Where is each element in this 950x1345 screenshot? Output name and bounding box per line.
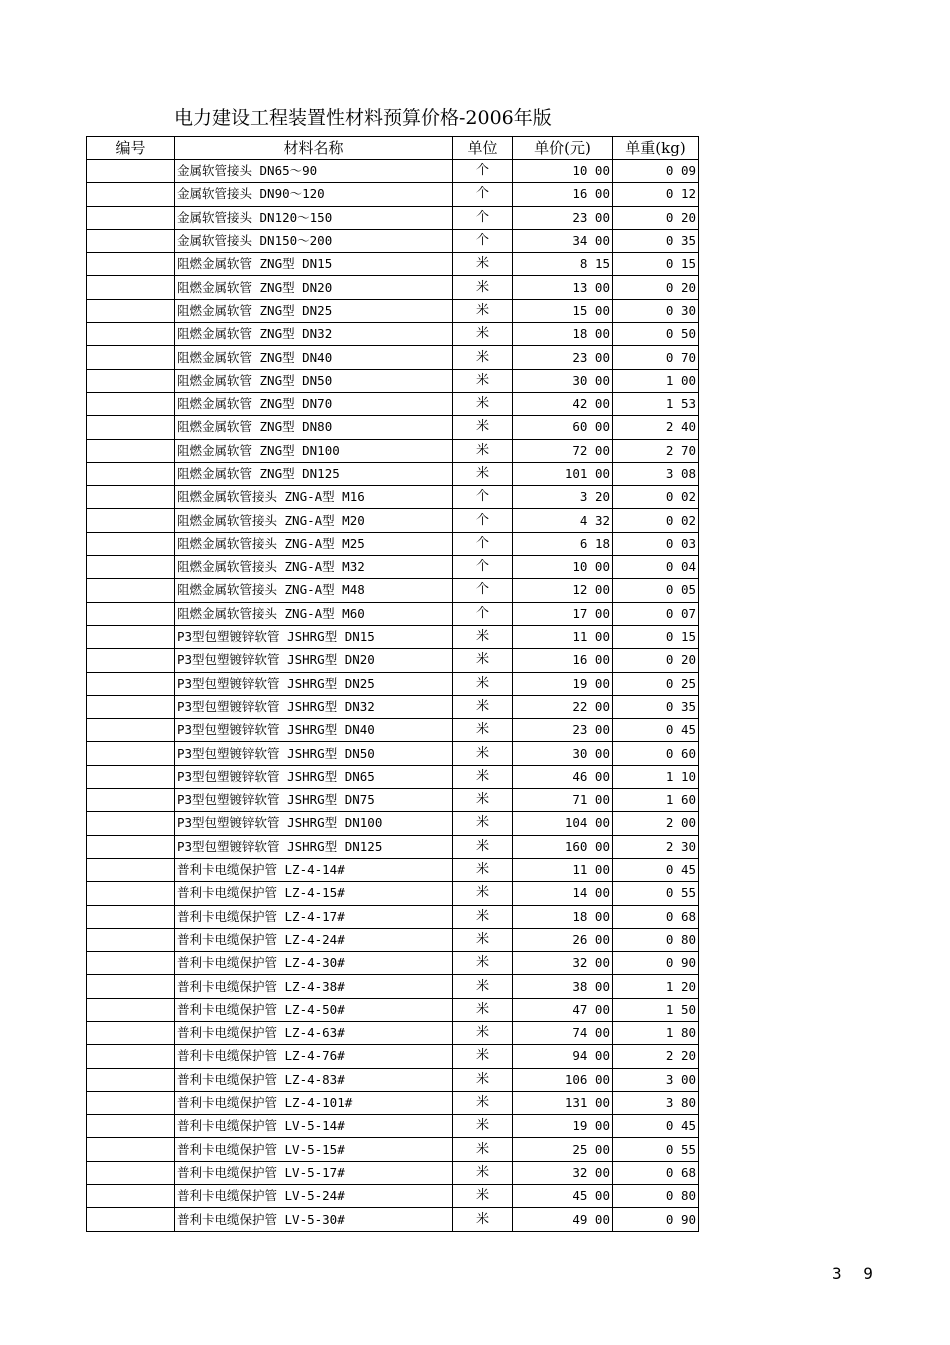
- table-row: [87, 1068, 699, 1091]
- header-unit: 单位: [453, 137, 513, 160]
- cell-unit: 米: [453, 1021, 513, 1044]
- cell-weight: 0 45: [613, 719, 699, 742]
- cell-weight: 0 15: [613, 253, 699, 276]
- cell-code: [87, 1161, 175, 1184]
- cell-unit: 个: [453, 602, 513, 625]
- table-row: [87, 1208, 699, 1231]
- cell-weight: 0 12: [613, 183, 699, 206]
- table-row: [87, 532, 699, 555]
- cell-unit: 米: [453, 439, 513, 462]
- cell-price: 30 00: [513, 742, 613, 765]
- cell-price: 16 00: [513, 183, 613, 206]
- cell-name: P3型包塑镀锌软管 JSHRG型 DN15: [175, 625, 453, 648]
- table-row: [87, 952, 699, 975]
- cell-price: 42 00: [513, 392, 613, 415]
- price-table: [86, 136, 699, 1232]
- cell-code: [87, 1045, 175, 1068]
- cell-code: [87, 206, 175, 229]
- table-row: [87, 625, 699, 648]
- cell-code: [87, 462, 175, 485]
- cell-price: 72 00: [513, 439, 613, 462]
- table-row: [87, 602, 699, 625]
- table-row: [87, 369, 699, 392]
- cell-weight: 2 20: [613, 1045, 699, 1068]
- cell-weight: 0 09: [613, 160, 699, 183]
- cell-price: 106 00: [513, 1068, 613, 1091]
- cell-weight: 0 35: [613, 695, 699, 718]
- cell-unit: 米: [453, 719, 513, 742]
- table-row: [87, 253, 699, 276]
- cell-unit: 米: [453, 346, 513, 369]
- cell-price: 3 20: [513, 486, 613, 509]
- cell-name: P3型包塑镀锌软管 JSHRG型 DN50: [175, 742, 453, 765]
- cell-name: 阻燃金属软管接头 ZNG-A型 M16: [175, 486, 453, 509]
- cell-weight: 3 08: [613, 462, 699, 485]
- cell-price: 23 00: [513, 719, 613, 742]
- cell-name: 阻燃金属软管 ZNG型 DN15: [175, 253, 453, 276]
- page-title: 电力建设工程装置性材料预算价格-2006年版: [174, 107, 552, 129]
- cell-weight: 0 55: [613, 882, 699, 905]
- cell-unit: 个: [453, 486, 513, 509]
- table-row: [87, 462, 699, 485]
- cell-code: [87, 346, 175, 369]
- cell-code: [87, 975, 175, 998]
- cell-price: 14 00: [513, 882, 613, 905]
- cell-price: 38 00: [513, 975, 613, 998]
- cell-price: 11 00: [513, 858, 613, 881]
- cell-name: 金属软管接头 DN65～90: [175, 160, 453, 183]
- cell-weight: 0 20: [613, 276, 699, 299]
- cell-code: [87, 672, 175, 695]
- cell-weight: 0 68: [613, 1161, 699, 1184]
- cell-price: 74 00: [513, 1021, 613, 1044]
- cell-weight: 0 90: [613, 1208, 699, 1231]
- cell-code: [87, 789, 175, 812]
- table-row: [87, 649, 699, 672]
- table-row: [87, 1115, 699, 1138]
- cell-unit: 米: [453, 789, 513, 812]
- cell-weight: 2 30: [613, 835, 699, 858]
- cell-code: [87, 439, 175, 462]
- table-row: [87, 882, 699, 905]
- cell-weight: 0 80: [613, 1185, 699, 1208]
- cell-weight: 0 68: [613, 905, 699, 928]
- table-row: [87, 695, 699, 718]
- cell-code: [87, 719, 175, 742]
- cell-unit: 米: [453, 998, 513, 1021]
- cell-name: P3型包塑镀锌软管 JSHRG型 DN20: [175, 649, 453, 672]
- cell-price: 104 00: [513, 812, 613, 835]
- cell-weight: 0 02: [613, 486, 699, 509]
- table-row: [87, 1045, 699, 1068]
- cell-unit: 米: [453, 1091, 513, 1114]
- header-row: [87, 137, 699, 160]
- cell-weight: 0 20: [613, 649, 699, 672]
- table-row: [87, 1021, 699, 1044]
- table-row: [87, 975, 699, 998]
- table-row: [87, 229, 699, 252]
- cell-price: 47 00: [513, 998, 613, 1021]
- table-row: [87, 346, 699, 369]
- cell-price: 23 00: [513, 346, 613, 369]
- cell-code: [87, 1021, 175, 1044]
- cell-weight: 0 80: [613, 928, 699, 951]
- cell-price: 19 00: [513, 672, 613, 695]
- cell-unit: 米: [453, 1115, 513, 1138]
- cell-name: P3型包塑镀锌软管 JSHRG型 DN125: [175, 835, 453, 858]
- table-row: [87, 323, 699, 346]
- cell-code: [87, 276, 175, 299]
- cell-unit: 米: [453, 462, 513, 485]
- cell-price: 32 00: [513, 1161, 613, 1184]
- cell-price: 30 00: [513, 369, 613, 392]
- cell-name: 阻燃金属软管 ZNG型 DN100: [175, 439, 453, 462]
- cell-name: 金属软管接头 DN90～120: [175, 183, 453, 206]
- cell-unit: 米: [453, 1208, 513, 1231]
- table-row: [87, 765, 699, 788]
- cell-name: 阻燃金属软管接头 ZNG-A型 M20: [175, 509, 453, 532]
- cell-code: [87, 625, 175, 648]
- cell-price: 101 00: [513, 462, 613, 485]
- cell-code: [87, 649, 175, 672]
- cell-weight: 1 10: [613, 765, 699, 788]
- table-row: [87, 742, 699, 765]
- cell-name: 阻燃金属软管接头 ZNG-A型 M25: [175, 532, 453, 555]
- cell-unit: 米: [453, 858, 513, 881]
- cell-code: [87, 416, 175, 439]
- cell-code: [87, 1068, 175, 1091]
- cell-price: 46 00: [513, 765, 613, 788]
- table-row: [87, 439, 699, 462]
- cell-name: 普利卡电缆保护管 LZ-4-30#: [175, 952, 453, 975]
- cell-unit: 米: [453, 649, 513, 672]
- header-name: 材料名称: [175, 137, 453, 160]
- cell-code: [87, 1208, 175, 1231]
- cell-price: 10 00: [513, 556, 613, 579]
- table-body: [87, 160, 699, 1232]
- cell-unit: 个: [453, 509, 513, 532]
- table-row: [87, 858, 699, 881]
- cell-name: 普利卡电缆保护管 LZ-4-38#: [175, 975, 453, 998]
- cell-weight: 2 00: [613, 812, 699, 835]
- table-row: [87, 299, 699, 322]
- cell-unit: 米: [453, 1068, 513, 1091]
- table-row: [87, 812, 699, 835]
- cell-weight: 0 05: [613, 579, 699, 602]
- cell-name: 普利卡电缆保护管 LZ-4-63#: [175, 1021, 453, 1044]
- cell-code: [87, 742, 175, 765]
- cell-unit: 个: [453, 206, 513, 229]
- table-row: [87, 789, 699, 812]
- table-row: [87, 998, 699, 1021]
- cell-name: 普利卡电缆保护管 LZ-4-50#: [175, 998, 453, 1021]
- cell-code: [87, 602, 175, 625]
- cell-unit: 米: [453, 812, 513, 835]
- table-row: [87, 206, 699, 229]
- cell-price: 13 00: [513, 276, 613, 299]
- cell-name: 阻燃金属软管接头 ZNG-A型 M60: [175, 602, 453, 625]
- table-row: [87, 672, 699, 695]
- cell-unit: 米: [453, 672, 513, 695]
- cell-price: 25 00: [513, 1138, 613, 1161]
- cell-code: [87, 952, 175, 975]
- table-row: [87, 556, 699, 579]
- table-row: [87, 486, 699, 509]
- cell-unit: 米: [453, 882, 513, 905]
- cell-code: [87, 253, 175, 276]
- cell-code: [87, 695, 175, 718]
- table-row: [87, 392, 699, 415]
- cell-unit: 米: [453, 835, 513, 858]
- cell-name: 阻燃金属软管 ZNG型 DN70: [175, 392, 453, 415]
- cell-code: [87, 882, 175, 905]
- cell-code: [87, 905, 175, 928]
- cell-name: 阻燃金属软管 ZNG型 DN32: [175, 323, 453, 346]
- cell-weight: 1 80: [613, 1021, 699, 1044]
- cell-code: [87, 1091, 175, 1114]
- cell-name: 普利卡电缆保护管 LZ-4-15#: [175, 882, 453, 905]
- table-row: [87, 509, 699, 532]
- cell-name: P3型包塑镀锌软管 JSHRG型 DN32: [175, 695, 453, 718]
- cell-code: [87, 532, 175, 555]
- cell-price: 131 00: [513, 1091, 613, 1114]
- cell-code: [87, 160, 175, 183]
- cell-unit: 米: [453, 1161, 513, 1184]
- cell-name: P3型包塑镀锌软管 JSHRG型 DN40: [175, 719, 453, 742]
- cell-weight: 0 25: [613, 672, 699, 695]
- cell-price: 160 00: [513, 835, 613, 858]
- cell-name: P3型包塑镀锌软管 JSHRG型 DN65: [175, 765, 453, 788]
- cell-weight: 0 15: [613, 625, 699, 648]
- cell-unit: 米: [453, 299, 513, 322]
- cell-name: P3型包塑镀锌软管 JSHRG型 DN75: [175, 789, 453, 812]
- cell-weight: 3 00: [613, 1068, 699, 1091]
- cell-weight: 0 02: [613, 509, 699, 532]
- cell-price: 60 00: [513, 416, 613, 439]
- cell-weight: 0 20: [613, 206, 699, 229]
- cell-code: [87, 486, 175, 509]
- cell-code: [87, 998, 175, 1021]
- table-row: [87, 579, 699, 602]
- cell-price: 6 18: [513, 532, 613, 555]
- cell-name: 普利卡电缆保护管 LZ-4-83#: [175, 1068, 453, 1091]
- cell-name: 普利卡电缆保护管 LZ-4-24#: [175, 928, 453, 951]
- cell-weight: 0 45: [613, 858, 699, 881]
- cell-unit: 米: [453, 323, 513, 346]
- cell-weight: 0 70: [613, 346, 699, 369]
- cell-code: [87, 323, 175, 346]
- cell-name: 普利卡电缆保护管 LZ-4-76#: [175, 1045, 453, 1068]
- cell-unit: 米: [453, 1185, 513, 1208]
- cell-price: 12 00: [513, 579, 613, 602]
- cell-unit: 个: [453, 556, 513, 579]
- cell-weight: 3 80: [613, 1091, 699, 1114]
- cell-price: 18 00: [513, 905, 613, 928]
- cell-unit: 米: [453, 625, 513, 648]
- cell-name: 普利卡电缆保护管 LZ-4-14#: [175, 858, 453, 881]
- cell-name: 普利卡电缆保护管 LV-5-24#: [175, 1185, 453, 1208]
- table-row: [87, 719, 699, 742]
- cell-name: 金属软管接头 DN150～200: [175, 229, 453, 252]
- table-row: [87, 905, 699, 928]
- cell-price: 15 00: [513, 299, 613, 322]
- cell-name: 阻燃金属软管接头 ZNG-A型 M32: [175, 556, 453, 579]
- cell-price: 11 00: [513, 625, 613, 648]
- cell-price: 10 00: [513, 160, 613, 183]
- cell-code: [87, 579, 175, 602]
- cell-weight: 2 40: [613, 416, 699, 439]
- cell-name: 普利卡电缆保护管 LV-5-14#: [175, 1115, 453, 1138]
- cell-weight: 1 00: [613, 369, 699, 392]
- cell-unit: 米: [453, 742, 513, 765]
- cell-weight: 1 50: [613, 998, 699, 1021]
- cell-weight: 0 04: [613, 556, 699, 579]
- cell-name: 阻燃金属软管 ZNG型 DN20: [175, 276, 453, 299]
- cell-price: 94 00: [513, 1045, 613, 1068]
- cell-code: [87, 765, 175, 788]
- cell-unit: 个: [453, 532, 513, 555]
- cell-price: 71 00: [513, 789, 613, 812]
- cell-code: [87, 509, 175, 532]
- cell-code: [87, 1115, 175, 1138]
- cell-weight: 1 53: [613, 392, 699, 415]
- cell-price: 16 00: [513, 649, 613, 672]
- table-row: [87, 276, 699, 299]
- cell-code: [87, 392, 175, 415]
- table-row: [87, 1161, 699, 1184]
- cell-weight: 0 30: [613, 299, 699, 322]
- cell-code: [87, 835, 175, 858]
- cell-name: 普利卡电缆保护管 LV-5-17#: [175, 1161, 453, 1184]
- cell-unit: 米: [453, 905, 513, 928]
- cell-unit: 米: [453, 928, 513, 951]
- cell-unit: 米: [453, 276, 513, 299]
- page-number: 3 9: [832, 1264, 879, 1283]
- header-code: 编号: [87, 137, 175, 160]
- cell-price: 26 00: [513, 928, 613, 951]
- cell-name: 普利卡电缆保护管 LZ-4-101#: [175, 1091, 453, 1114]
- cell-price: 19 00: [513, 1115, 613, 1138]
- cell-name: 阻燃金属软管接头 ZNG-A型 M48: [175, 579, 453, 602]
- cell-price: 49 00: [513, 1208, 613, 1231]
- cell-weight: 0 55: [613, 1138, 699, 1161]
- cell-name: 普利卡电缆保护管 LV-5-15#: [175, 1138, 453, 1161]
- cell-code: [87, 1138, 175, 1161]
- cell-unit: 米: [453, 392, 513, 415]
- cell-unit: 米: [453, 369, 513, 392]
- cell-name: P3型包塑镀锌软管 JSHRG型 DN25: [175, 672, 453, 695]
- cell-unit: 米: [453, 695, 513, 718]
- cell-price: 18 00: [513, 323, 613, 346]
- cell-name: 阻燃金属软管 ZNG型 DN80: [175, 416, 453, 439]
- cell-weight: 0 35: [613, 229, 699, 252]
- cell-weight: 1 60: [613, 789, 699, 812]
- cell-unit: 个: [453, 160, 513, 183]
- cell-code: [87, 183, 175, 206]
- cell-name: 阻燃金属软管 ZNG型 DN50: [175, 369, 453, 392]
- cell-name: P3型包塑镀锌软管 JSHRG型 DN100: [175, 812, 453, 835]
- cell-code: [87, 858, 175, 881]
- cell-code: [87, 928, 175, 951]
- cell-weight: 0 45: [613, 1115, 699, 1138]
- cell-code: [87, 229, 175, 252]
- header-price: 单价(元): [513, 137, 613, 160]
- cell-name: 阻燃金属软管 ZNG型 DN125: [175, 462, 453, 485]
- cell-weight: 0 50: [613, 323, 699, 346]
- cell-unit: 米: [453, 253, 513, 276]
- cell-weight: 0 60: [613, 742, 699, 765]
- cell-code: [87, 812, 175, 835]
- cell-unit: 米: [453, 416, 513, 439]
- cell-code: [87, 369, 175, 392]
- table-row: [87, 928, 699, 951]
- cell-code: [87, 556, 175, 579]
- table-row: [87, 183, 699, 206]
- cell-price: 32 00: [513, 952, 613, 975]
- cell-price: 34 00: [513, 229, 613, 252]
- cell-unit: 米: [453, 1138, 513, 1161]
- cell-price: 45 00: [513, 1185, 613, 1208]
- cell-price: 4 32: [513, 509, 613, 532]
- cell-unit: 个: [453, 229, 513, 252]
- cell-unit: 米: [453, 952, 513, 975]
- cell-unit: 米: [453, 975, 513, 998]
- cell-price: 22 00: [513, 695, 613, 718]
- cell-unit: 米: [453, 765, 513, 788]
- cell-price: 23 00: [513, 206, 613, 229]
- cell-name: 金属软管接头 DN120～150: [175, 206, 453, 229]
- header-weight: 单重(kg): [613, 137, 699, 160]
- cell-name: 普利卡电缆保护管 LV-5-30#: [175, 1208, 453, 1231]
- table-row: [87, 416, 699, 439]
- table-row: [87, 1138, 699, 1161]
- cell-weight: 1 20: [613, 975, 699, 998]
- cell-unit: 个: [453, 183, 513, 206]
- cell-code: [87, 299, 175, 322]
- table-row: [87, 835, 699, 858]
- cell-weight: 0 07: [613, 602, 699, 625]
- cell-unit: 米: [453, 1045, 513, 1068]
- cell-price: 8 15: [513, 253, 613, 276]
- table-row: [87, 1091, 699, 1114]
- cell-weight: 0 03: [613, 532, 699, 555]
- cell-code: [87, 1185, 175, 1208]
- table-row: [87, 160, 699, 183]
- cell-name: 阻燃金属软管 ZNG型 DN40: [175, 346, 453, 369]
- cell-name: 阻燃金属软管 ZNG型 DN25: [175, 299, 453, 322]
- cell-price: 17 00: [513, 602, 613, 625]
- cell-unit: 个: [453, 579, 513, 602]
- cell-name: 普利卡电缆保护管 LZ-4-17#: [175, 905, 453, 928]
- table-row: [87, 1185, 699, 1208]
- cell-weight: 2 70: [613, 439, 699, 462]
- cell-weight: 0 90: [613, 952, 699, 975]
